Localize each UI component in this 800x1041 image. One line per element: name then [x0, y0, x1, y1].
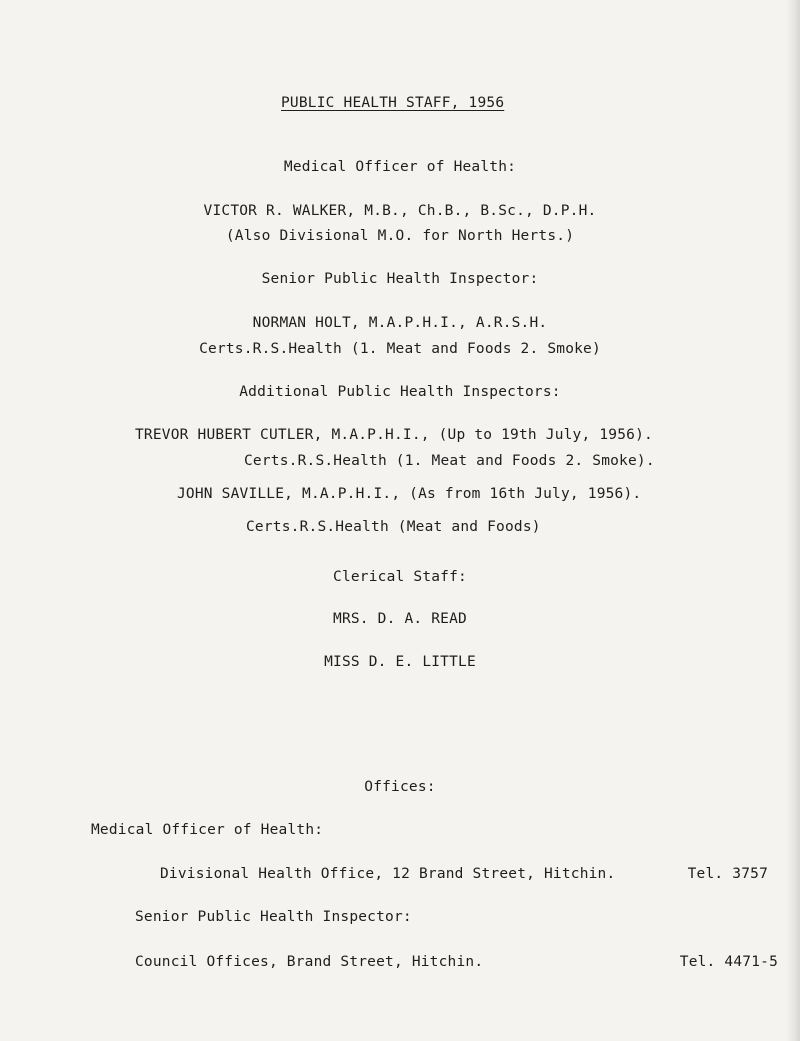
clerical-staff-item: MISS D. E. LITTLE [324, 654, 476, 670]
offices-moh-address: Divisional Health Office, 12 Brand Street, Hitchin. [160, 866, 616, 882]
senior-phi-certs: Certs.R.S.Health (1. Meat and Foods 2. Smoke) [199, 341, 601, 357]
page-edge-shadow [786, 0, 800, 1041]
senior-phi-name: NORMAN HOLT, M.A.P.H.I., A.R.S.H. [252, 315, 548, 331]
offices-phi-tel: Tel. 4471-5 [679, 954, 778, 970]
clerical-heading: Clerical Staff: [333, 569, 467, 585]
moh-name: VICTOR R. WALKER, M.B., Ch.B., B.Sc., D.P.H. [203, 203, 597, 219]
offices-phi-address: Council Offices, Brand Street, Hitchin. [135, 954, 484, 970]
offices-phi-label: Senior Public Health Inspector: [135, 909, 412, 925]
inspector-saville-certs: Certs.R.S.Health (Meat and Foods) [246, 519, 541, 535]
senior-phi-heading: Senior Public Health Inspector: [261, 271, 539, 287]
inspector-saville: JOHN SAVILLE, M.A.P.H.I., (As from 16th July, 1956). [177, 486, 642, 502]
moh-heading: Medical Officer of Health: [283, 159, 517, 175]
offices-moh-label: Medical Officer of Health: [91, 822, 324, 838]
page-title: PUBLIC HEALTH STAFF, 1956 [281, 95, 505, 111]
inspector-cutler: TREVOR HUBERT CUTLER, M.A.P.H.I., (Up to 19th July, 1956). [135, 427, 653, 443]
offices-heading: Offices: [364, 779, 436, 795]
offices-moh-tel: Tel. 3757 [687, 866, 768, 882]
additional-phi-heading: Additional Public Health Inspectors: [239, 384, 561, 400]
clerical-staff-item: MRS. D. A. READ [333, 611, 467, 627]
inspector-cutler-certs: Certs.R.S.Health (1. Meat and Foods 2. Smoke). [244, 453, 655, 469]
moh-note: (Also Divisional M.O. for North Herts.) [225, 228, 575, 244]
